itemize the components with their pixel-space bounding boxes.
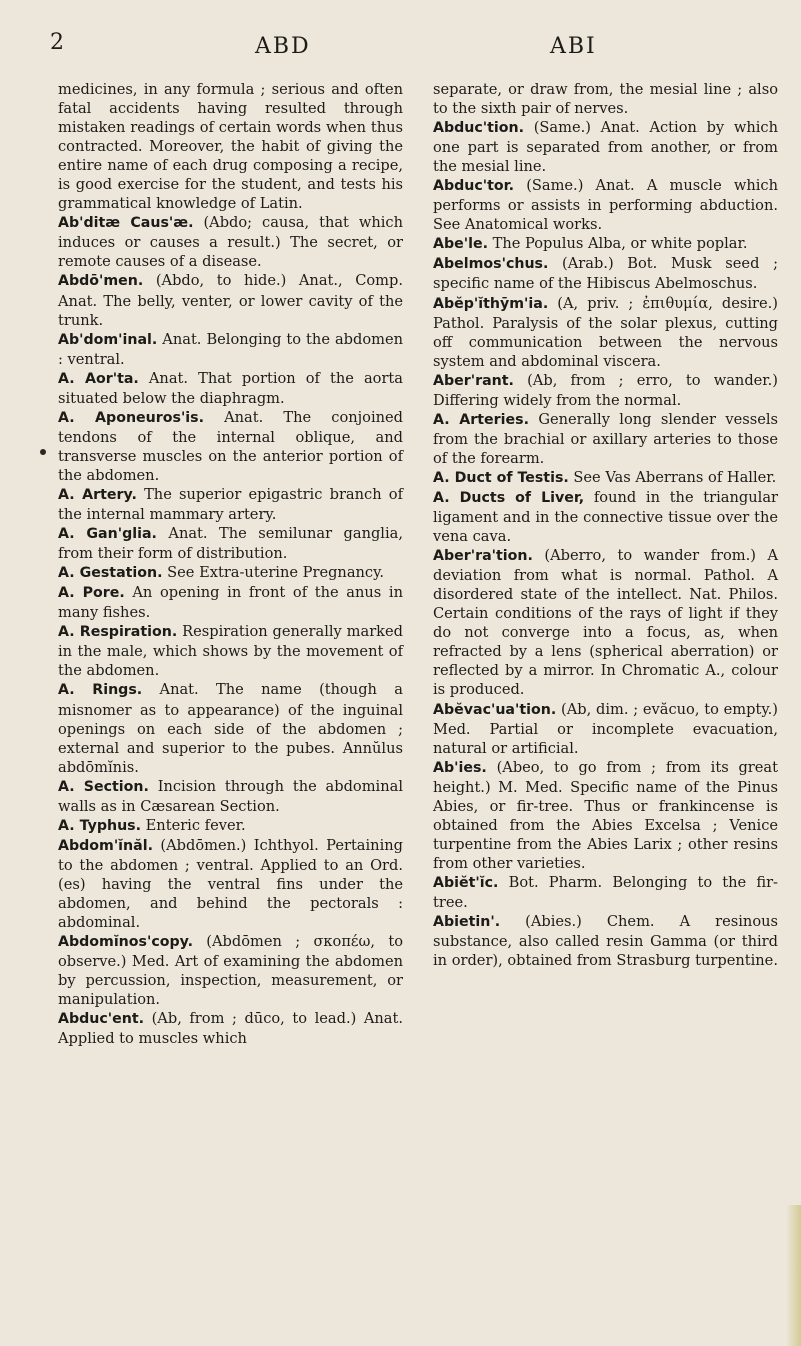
entry-definition: Anat. The conjoined tendons of the internal oblique, and transverse muscles on the anterior portion of the abdomen. [58, 408, 403, 484]
dictionary-entry [58, 369, 403, 408]
entry-definition: (Ab, from ; erro, to wander.) Differing widely from the normal. [433, 371, 778, 409]
entry-definition: (Abies.) Chem. A resinous substance, also called resin Gamma (or third in order), obtained from Strasburg turpentine. [433, 913, 778, 970]
entry-definition: (Abdo; causa, that which induces or causes a result.) The secret, or remote causes of a disease. [58, 214, 403, 271]
entry-headword: Aber'rant. [433, 372, 514, 389]
dictionary-entry [433, 410, 778, 468]
entry-definition: (Arab.) Bot. Musk seed ; specific name of the Hibiscus Abelmoschus. [433, 255, 778, 293]
entry-headword: A. Duct of Testis. [433, 469, 569, 486]
entry-headword: A. Respiration. [58, 624, 178, 641]
margin-dot [40, 449, 46, 455]
entry-definition: (Abeo, to go from ; from its great height.) M. Med. Specific name of the Pinus Abies, or fir-tree. Thus or frankincense is obtained from the Abies Excelsa ; Venice turpentine from the Abies Larix ; other resins from other varieties. [433, 758, 778, 872]
entry-definition: (Same.) Anat. A muscle which performs or assists in performing abduction. See Anatomical works. [433, 177, 778, 234]
entry-headword: Abduc'tion. [433, 120, 525, 137]
entry-headword: Ab'ditæ Caus'æ. [58, 215, 194, 232]
dictionary-entry [433, 118, 778, 176]
entry-headword: Abelmos'chus. [433, 256, 549, 273]
dictionary-entry [58, 932, 403, 1009]
dictionary-entry [58, 80, 403, 213]
dictionary-entry [433, 488, 778, 546]
dictionary-entry [58, 408, 403, 485]
entry-definition: An opening in front of the anus in many fishes. [58, 584, 403, 622]
entry-headword: Aber'ra'tion. [433, 548, 533, 565]
entry-definition: See Extra-uterine Pregnancy. [162, 564, 385, 582]
entry-definition: (Abdōmen.) Ichthyol. Pertaining to the abdomen ; ventral. Applied to an Ord. (es) having the ventral fins under the abdomen, and behind the pectorals : abdominal. [58, 836, 403, 932]
dictionary-entry [58, 271, 403, 329]
entry-definition: Anat. That portion of the aorta situated below the diaphragm. [58, 369, 403, 407]
entry-headword: Abdom'ĭnăl. [58, 837, 153, 854]
entry-definition: Incision through the abdominal walls as in Cæsarean Section. [58, 777, 403, 815]
dictionary-entry [433, 758, 778, 873]
running-head-right: ABI [550, 34, 597, 59]
dictionary-entry [433, 546, 778, 699]
entry-definition: Respiration generally marked in the male, which shows by the movement of the abdomen. [58, 623, 403, 680]
entry-headword: Ab'dom'inal. [58, 331, 158, 348]
dictionary-entry [433, 176, 778, 234]
entry-headword: A. Artery. [58, 486, 137, 503]
dictionary-entry [58, 213, 403, 271]
entry-headword: Abduc'ent. [58, 1011, 145, 1028]
entry-definition: The Populus Alba, or white poplar. [487, 235, 748, 253]
entry-definition: (Abdo, to hide.) Anat., Comp. Anat. The belly, venter, or lower cavity of the trunk. [58, 272, 403, 329]
entry-definition: The superior epigastric branch of the internal mammary artery. [58, 485, 403, 524]
dictionary-entry [433, 294, 778, 371]
page-edge-tint [786, 1205, 801, 1346]
dictionary-entry [433, 468, 778, 488]
dictionary-entry [433, 700, 778, 758]
dictionary-entry [433, 234, 778, 254]
entry-headword: A. Section. [58, 778, 149, 795]
entry-headword: Ab'ies. [433, 759, 487, 776]
entry-headword: A. Pore. [58, 585, 125, 602]
dictionary-entry [58, 330, 403, 369]
entry-headword: A. Ducts of Liver, [433, 489, 585, 506]
dictionary-entry [58, 563, 403, 583]
entry-headword: Abe'le. [433, 236, 488, 253]
entry-headword: Abdomĭnos'copy. [58, 934, 193, 951]
entry-definition: Enteric fever. [141, 816, 246, 834]
dictionary-entry [58, 680, 403, 776]
dictionary-entry [58, 485, 403, 524]
dictionary-entry [58, 816, 403, 836]
entry-definition: (Same.) Anat. Action by which one part is separated from another, or from the mesial line. [433, 119, 778, 176]
entry-definition: Anat. The name (though a misnomer as to appearance) of the inguinal openings on each side of the abdomen ; external and superior to the pubes. Annŭlus abdōmĭnis. [58, 681, 404, 776]
running-head-left: ABD [255, 34, 311, 59]
entry-headword: Abiĕt'ĭc. [433, 874, 499, 891]
dictionary-entry [58, 836, 403, 932]
entry-definition: separate, or draw from, the mesial line ; also to the sixth pair of nerves. [433, 81, 778, 118]
entry-headword: A. Aor'ta. [58, 370, 139, 387]
dictionary-entry [58, 524, 403, 563]
dictionary-entry [433, 254, 778, 293]
entry-headword: A. Gan'glia. [58, 526, 157, 543]
entry-definition: (Ab, from ; dūco, to lead.) Anat. Applied to muscles which [58, 1010, 403, 1048]
entry-definition: (Ab, dim. ; evăcuo, to empty.) Med. Partial or incomplete evacuation, natural or artificial. [433, 700, 778, 757]
dictionary-entry [433, 80, 778, 118]
entry-headword: Abietin'. [433, 914, 501, 931]
entry-headword: Abĕp'ĭthȳm'ia. [433, 295, 549, 312]
entry-headword: A. Gestation. [58, 565, 163, 582]
entry-definition: Generally long slender vessels from the brachial or axillary arteries to those of the forearm. [433, 410, 778, 467]
left-column [58, 80, 403, 1048]
right-column [433, 80, 778, 970]
entry-headword: Abĕvac'ua'tion. [433, 701, 557, 718]
entry-definition: (Aberro, to wander from.) A deviation from what is normal. Pathol. A disordered state of the intellect. Nat. Philos. Certain conditions of the rays of light if they do not converge into a focus, as, when refracted by a lens (spherical aberration) or reflected by a mirror. In Chromatic A., colour is produced. [433, 547, 778, 699]
dictionary-entry [433, 912, 778, 970]
entry-definition: (A, priv. ; ἐπιθυμία, desire.) Pathol. Paralysis of the solar plexus, cutting off communication between the nervous system and abdominal viscera. [433, 294, 778, 370]
dictionary-entry [433, 873, 778, 912]
dictionary-entry [433, 371, 778, 410]
entry-definition: Bot. Pharm. Belonging to the fir-tree. [433, 873, 778, 911]
entry-headword: Abduc'tor. [433, 178, 515, 195]
entry-headword: A. Typhus. [58, 817, 142, 834]
entry-definition: found in the triangular ligament and in the connective tissue over the vena cava. [433, 488, 778, 546]
entry-headword: A. Rings. [58, 682, 143, 699]
entry-definition: Anat. The semilunar ganglia, from their form of distribution. [58, 525, 403, 563]
entry-definition: (Abdōmen ; σκοπέω, to observe.) Med. Art of examining the abdomen by percussion, inspection, measurement, or manipulation. [58, 933, 403, 1009]
dictionary-entry [58, 583, 403, 622]
dictionary-entry [58, 622, 403, 680]
entry-definition: See Vas Aberrans of Haller. [568, 468, 777, 486]
entry-headword: A. Aponeuros'is. [58, 409, 204, 426]
entry-headword: Abdō'men. [58, 273, 144, 290]
entry-definition: medicines, in any formula ; serious and often fatal accidents having resulted through mistaken readings of certain words when thus contracted. Moreover, the habit of giving the entire name of each drug composing a recipe, is good exercise for the student, and tests his grammatical knowledge of Latin. [58, 81, 403, 213]
page-number: 2 [50, 30, 64, 55]
dictionary-entry [58, 777, 403, 816]
dictionary-entry [58, 1009, 403, 1048]
entry-headword: A. Arteries. [433, 411, 529, 428]
entry-definition: Anat. Belonging to the abdomen : ventral. [58, 330, 403, 368]
